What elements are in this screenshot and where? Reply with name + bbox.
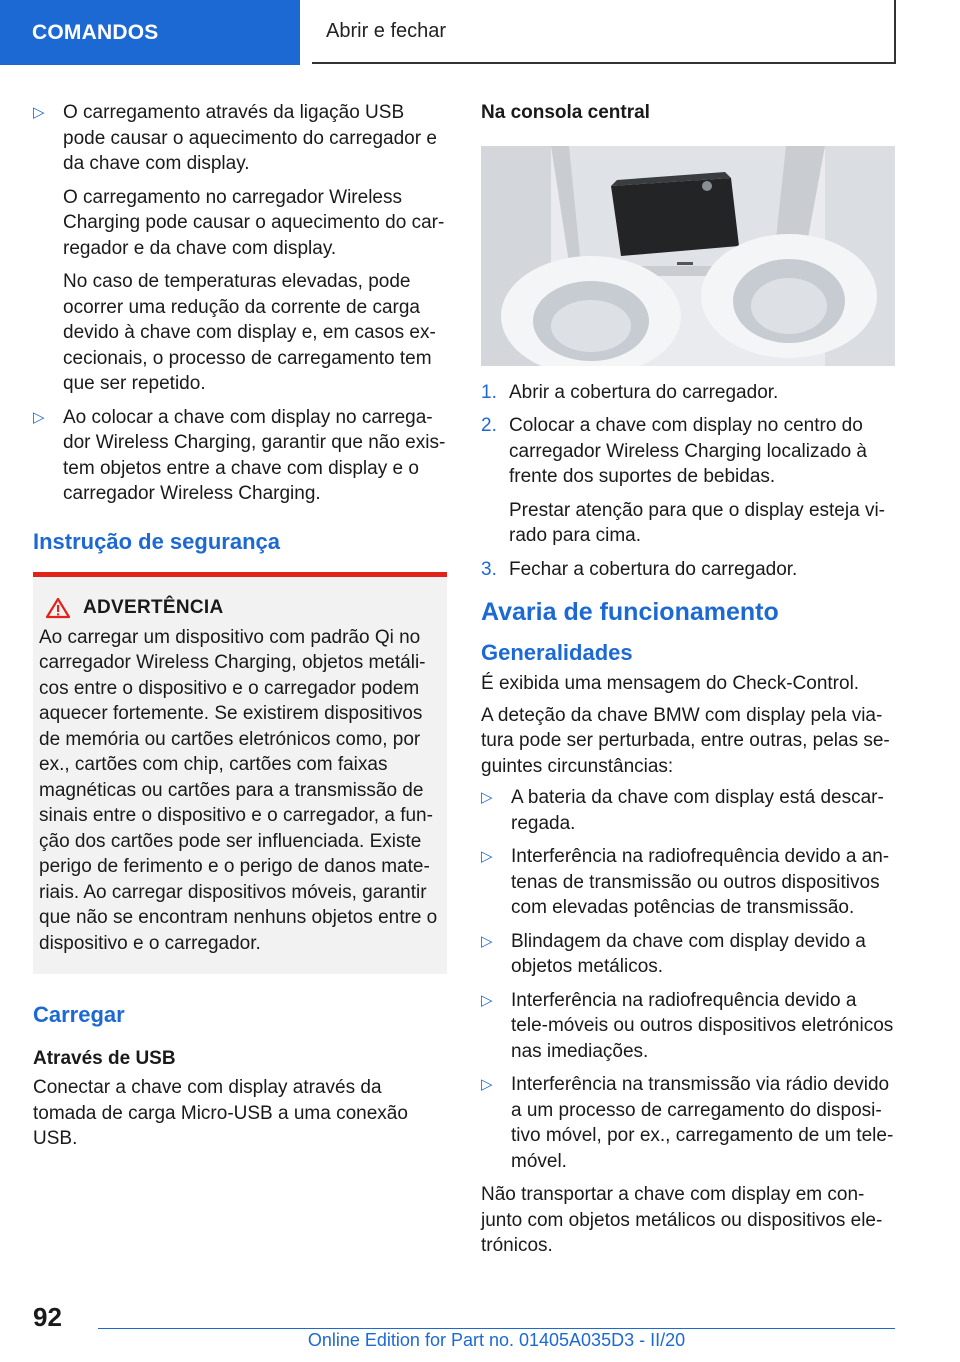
footer-divider <box>98 1328 895 1329</box>
step-item <box>481 413 895 549</box>
list-item <box>481 988 895 1065</box>
step-item <box>481 557 895 583</box>
paragraph: No caso de temperaturas elevadas, pode ocorrer uma redução da corrente de carga devido à chave com display e, em casos ex-cecionais, o processo de carregamento tem que ser repetido. <box>63 271 436 394</box>
paragraph: A deteção da chave BMW com display pela via-tura pode ser perturbada, entre outras, pelas se-guintes circunstâncias: <box>481 704 890 777</box>
footer-text: Online Edition for Part no. 01405A035D3 - II/20 <box>307 1330 686 1350</box>
step-number: 2. <box>481 415 497 436</box>
charge-heading: Carregar <box>33 1002 125 1027</box>
malfunction-heading: Avaria de funcionamento <box>481 598 779 626</box>
usb-heading: Através de USB <box>33 1047 176 1069</box>
console-heading: Na consola central <box>481 102 650 123</box>
triangle-bullet-icon: ▷ <box>481 1076 493 1093</box>
warning-title: ADVERTÊNCIA <box>83 597 224 618</box>
list-item <box>481 1072 895 1174</box>
paragraph: Interferência na radiofrequência devido a tele-móveis ou outros dispositivos eletrónicos nas imediações. <box>511 989 894 1062</box>
warning-box <box>33 572 447 974</box>
triangle-bullet-icon: ▷ <box>33 104 45 121</box>
paragraph: Interferência na transmissão via rádio devido a um processo de carregamento do disposi-tivo móvel, por ex., carregamento de um tele-móvel. <box>511 1074 894 1172</box>
paragraph: Interferência na radiofrequência devido a an-tenas de transmissão ou outros dispositivos com elevadas potências de transmissão. <box>511 846 890 918</box>
step-number: 3. <box>481 558 497 580</box>
paragraph: A bateria da chave com display está descar-regada. <box>511 787 884 834</box>
triangle-bullet-icon: ▷ <box>481 932 493 950</box>
triangle-bullet-icon: ▷ <box>481 848 493 865</box>
closing-text: Não transportar a chave com display em con-junto com objetos metálicos ou dispositivos ele-trónicos. <box>481 1184 883 1256</box>
step-item <box>481 380 895 406</box>
usb-text: Conectar a chave com display através da tomada de carga Micro-USB a uma conexão USB. <box>33 1077 408 1149</box>
triangle-bullet-icon: ▷ <box>481 789 493 806</box>
page-number: 92 <box>33 1302 62 1332</box>
warning-text: Ao carregar um dispositivo com padrão Qi no carregador Wireless Charging, objetos metáli-cos entre o dispositivo e o carregador podem aquecer fortemente. Se existirem dispositivos de memória ou cartões eletrónicos como, por ex., cartões com chip, cartões com faixas magnéticas ou cartões para a transmissão de sinais entre o dispositivo e o carregador, a fun-ção dos cartões pode ser influenciada. Existe perigo de ferimento e o perigo de danos mate-riais. Ao carregar dispositivos móveis, garantir que não se encontram nenhuns objetos entre o dispositivo e o carregador. <box>39 626 438 954</box>
paragraph: Prestar atenção para que o display esteja vi-rado para cima. <box>509 499 885 546</box>
right-column <box>481 100 895 1265</box>
left-column <box>33 100 447 1158</box>
chapter-title-text: Abrir e fechar <box>326 19 447 42</box>
general-heading: Generalidades <box>481 639 633 665</box>
paragraph: O carregamento através da ligação USB pode causar o aquecimento do carregador e da chave com display. <box>63 102 437 174</box>
safety-heading: Instrução de segurança <box>33 528 280 554</box>
paragraph: Blindagem da chave com display devido a objetos metálicos. <box>511 930 866 977</box>
triangle-bullet-icon: ▷ <box>481 991 493 1009</box>
wireless-charger-photo <box>481 146 895 366</box>
list-item <box>481 929 895 980</box>
section-tab: COMANDOS <box>0 0 300 65</box>
list-item <box>481 785 895 836</box>
paragraph: Fechar a cobertura do carregador. <box>509 558 798 580</box>
paragraph: É exibida uma mensagem do Check-Control. <box>481 673 860 694</box>
triangle-bullet-icon: ▷ <box>33 408 45 426</box>
list-item <box>33 405 447 507</box>
paragraph: Abrir a cobertura do carregador. <box>509 381 779 403</box>
step-number: 1. <box>481 381 497 403</box>
paragraph: Ao colocar a chave com display no carrega-dor Wireless Charging, garantir que não exis-tem objetos entre a chave com display e o carregador Wireless Charging. <box>63 406 446 504</box>
warning-triangle-icon <box>45 597 71 619</box>
list-item <box>481 844 895 921</box>
paragraph: O carregamento no carregador Wireless Charging pode causar o aquecimento do car-regador e da chave com display. <box>63 186 445 259</box>
chapter-title <box>312 0 896 64</box>
paragraph: Colocar a chave com display no centro do carregador Wireless Charging localizado à frente dos suportes de bebidas. <box>509 415 868 487</box>
list-item <box>33 100 447 397</box>
